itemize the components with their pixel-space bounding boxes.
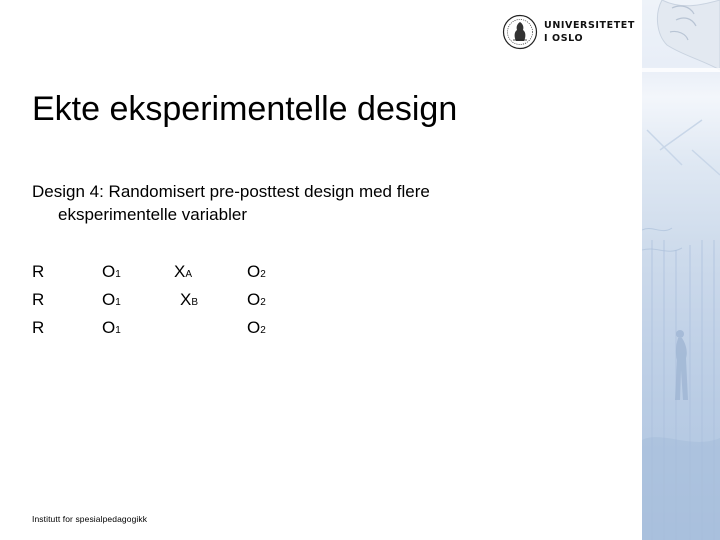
treatment: XA (174, 262, 193, 281)
random-assignment: R (32, 262, 45, 281)
design-row (0, 318, 360, 344)
pretest-observation: O1 (102, 290, 121, 309)
treatment: XB (180, 290, 199, 309)
logo-line-1: UNIVERSITETET (544, 20, 635, 31)
posttest-observation: O2 (247, 290, 266, 309)
random-assignment: R (32, 318, 45, 337)
posttest-observation: O2 (247, 318, 266, 337)
university-logo (502, 14, 638, 54)
random-assignment: R (32, 290, 45, 309)
design-row (0, 262, 360, 288)
footer-institute: Institutt for spesialpedagogikk (32, 514, 148, 524)
decorative-side-image (642, 0, 720, 540)
design-description (32, 180, 592, 226)
description-line-1: Design 4: Randomisert pre-posttest design med flere (32, 182, 430, 201)
pretest-observation: O1 (102, 318, 121, 337)
slide-title: Ekte eksperimentelle design (32, 90, 458, 128)
description-line-2: eksperimentelle variabler (58, 205, 247, 224)
logo-line-2: I OSLO (544, 33, 584, 44)
university-seal-icon (502, 14, 538, 50)
design-notation (0, 262, 360, 342)
posttest-observation: O2 (247, 262, 266, 281)
pretest-observation: O1 (102, 262, 121, 281)
design-row (0, 290, 360, 316)
